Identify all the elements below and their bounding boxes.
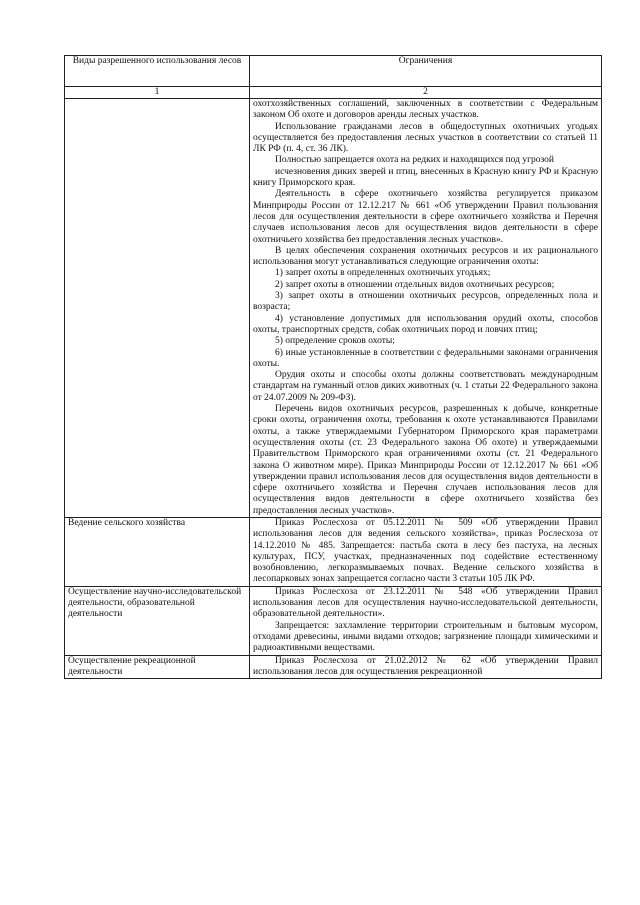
paragraph: Деятельность в сфере охотничьего хозяйства регулируется приказом Минприроды России от 12.12.217 № 661 «Об утверждении Правил пользования лесов для осуществления деятельности в сфере охотничьего хозяйства и Перечня случаев использования лесов для осуществления видов деятельности в сфере охотничьего хозяйства без предоставления лесных участков». xyxy=(253,189,598,245)
restrictions-cell xyxy=(250,586,602,655)
table-row xyxy=(65,586,602,655)
header-num2: 2 xyxy=(250,87,602,99)
paragraph: В целях обеспечения сохранения охотничьих ресурсов и их рационального использования могут устанавливаться следующие ограничения охоты: xyxy=(253,245,598,268)
restrictions-table xyxy=(64,55,602,679)
table-row xyxy=(65,99,602,518)
restrictions-cell xyxy=(250,99,602,518)
restrictions-cell xyxy=(250,655,602,679)
usage-type-cell: Осуществление научно-исследовательской деятельности, образовательной деятельности xyxy=(65,586,250,655)
header-num1: 1 xyxy=(65,87,250,99)
table-row xyxy=(65,517,602,586)
paragraph: исчезновения диких зверей и птиц, внесенных в Красную книгу РФ и Красную книгу Приморского края. xyxy=(253,166,598,189)
paragraph: 4) установление допустимых для использования орудий охоты, способов охоты, транспортных средств, собак охотничьих пород и ловчих птиц; xyxy=(253,313,598,335)
usage-type-cell: Ведение сельского хозяйства xyxy=(65,517,250,586)
paragraph: Приказ Рослесхоза от 05.12.2011 № 509 «Об утверждении Правил использования лесов для ведения сельского хозяйства», приказ Рослесхоза от 14.12.2010 № 485. Запрещается: пастьба скота в лесу без пастуха, на лесных культурах, ПСУ, участках, предназначенных под содействие естественному возобновлению, легкоразмываемых почвах. Ведение сельского хозяйства в лесопарковых зонах запрещается согласно части 3 статьи 105 ЛК РФ. xyxy=(253,517,598,585)
paragraph: Орудия охоты и способы охоты должны соответствовать международным стандартам на гуманный отлов диких животных (ч. 1 статьи 22 Федерального закона от 24.07.2009 № 209-ФЗ). xyxy=(253,370,598,403)
restrictions-cell xyxy=(250,517,602,586)
paragraph: 5) определение сроков охоты; xyxy=(275,336,395,347)
table-header-row xyxy=(65,56,602,87)
header-col2: Ограничения xyxy=(250,56,602,87)
header-col1: Виды разрешенного использования лесов xyxy=(65,56,250,87)
paragraph: Запрещается: захламление территории строительным и бытовым мусором, отходами древесины, иными видами отходов; загрязнение площади химическими и радиоактивными веществами. xyxy=(253,620,598,654)
paragraph: Перечень видов охотничьих ресурсов, разрешенных к добыче, конкретные сроки охоты, ограничения охоты, требования к охоте устанавливаются Правилами охоты, а также утверждаемыми Губернатором Приморского края параметрами осуществления охоты (ст. 23 Федерального закона Об охоте) и утверждаемыми Правительством Приморского края ограничениями охоты (ст. 21 Федерального закона О животном мире). Приказ Минприроды России от 12.12.2017 № 661 «Об утверждении правил использования лесов для осуществления видов деятельности в сфере охотничьего хозяйства и Перечня случаев использования лесов для осуществления видов деятельности в сфере охотничьего хозяйства без предоставления лесных участков». xyxy=(253,404,598,516)
table-row xyxy=(65,655,602,679)
usage-type-cell xyxy=(65,99,250,518)
paragraph: 3) запрет охоты в отношении охотничьих ресурсов, определенных пола и возраста; xyxy=(253,291,598,313)
usage-type-cell: Осуществление рекреационной деятельности xyxy=(65,655,250,679)
paragraph: охотхозяйственных соглашений, заключенных в соответствии с Федеральным законом Об охоте и договоров аренды лесных участков. xyxy=(253,99,598,121)
paragraph: 2) запрет охоты в отношении отдельных видов охотничьих ресурсов; xyxy=(275,279,555,290)
table-number-row xyxy=(65,87,602,99)
paragraph: 1) запрет охоты в определенных охотничьих угодьях; xyxy=(275,268,491,279)
paragraph: Использование гражданами лесов в общедоступных охотничьих угодьях осуществляется без предоставления лесных участков в соответствии со статьей 11 ЛК РФ (п. 4, ст. 36 ЛК). xyxy=(253,121,598,155)
paragraph: Полностью запрещается охота на редких и находящихся под угрозой xyxy=(275,155,555,166)
paragraph: 6) иные установленные в соответствии с федеральными законами ограничения охоты. xyxy=(253,347,598,369)
paragraph: Приказ Рослесхоза от 21.02.2012 № 62 «Об утверждении Правил использования лесов для осуществления рекреационной xyxy=(253,655,598,677)
paragraph: Приказ Рослесхоза от 23.12.2011 № 548 «Об утверждении Правил использования лесов для осуществления научно-исследовательской деятельности, образовательной деятельности». xyxy=(253,586,598,620)
